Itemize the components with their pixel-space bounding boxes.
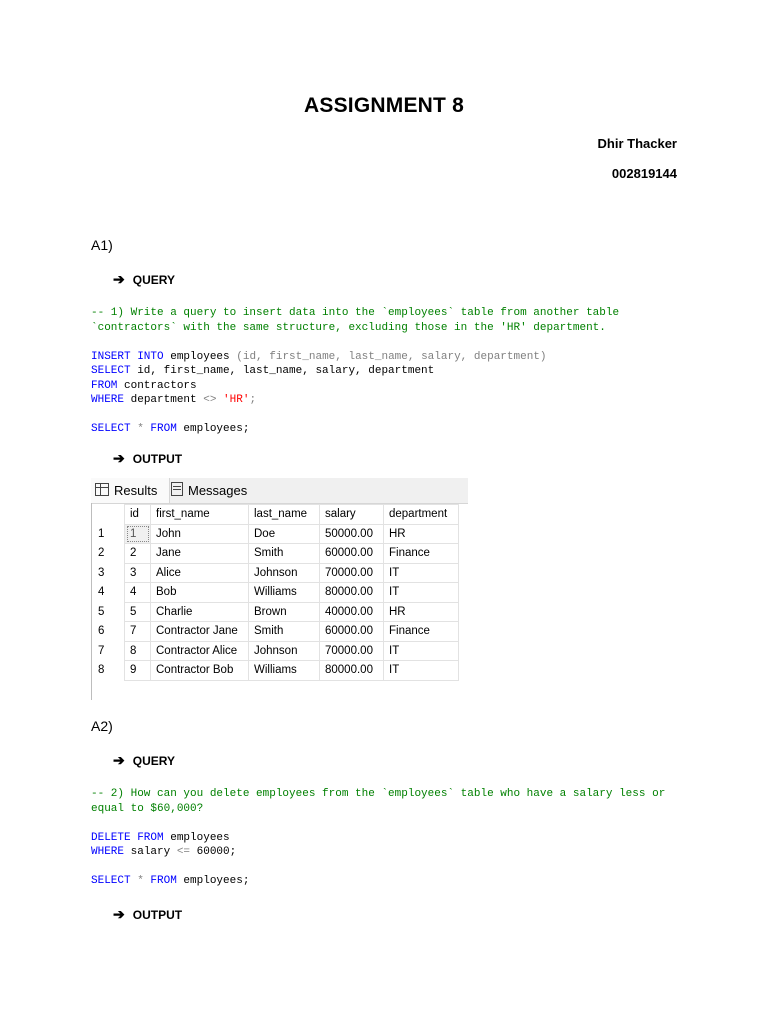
code-operator: * [130, 875, 151, 887]
tab-messages[interactable] [167, 478, 259, 503]
table-row [92, 544, 459, 564]
cell-id[interactable]: 2 [125, 544, 151, 564]
row-number[interactable]: 2 [98, 547, 105, 560]
table-row [92, 563, 459, 583]
code-operator: <= [176, 846, 191, 858]
cell-salary[interactable]: 70000.00 [320, 641, 384, 661]
code-keyword: FROM [91, 379, 118, 392]
cell-id[interactable]: 5 [125, 602, 151, 622]
code-keyword: SELECT [91, 423, 131, 435]
cell-id[interactable]: 8 [125, 641, 151, 661]
row-number[interactable]: 5 [98, 605, 105, 618]
cell-id[interactable]: 1 [125, 524, 151, 544]
code-text: department [124, 394, 204, 406]
code-keyword: FROM [150, 875, 177, 887]
cell-salary[interactable]: 60000.00 [320, 544, 384, 564]
output-heading-text: OUTPUT [132, 452, 183, 466]
row-number[interactable]: 4 [98, 586, 105, 599]
code-block-a2 [91, 787, 665, 889]
cell-id[interactable]: 4 [125, 583, 151, 603]
code-text: id, first_name, last_name, salary, department [130, 365, 435, 377]
column-header-department[interactable]: department [384, 505, 459, 525]
code-text: (id, first_name, last_name, salary, department) [236, 350, 547, 363]
cell-first-name[interactable]: Bob [151, 583, 249, 603]
cell-first-name[interactable]: Contractor Jane [151, 622, 249, 642]
section-label-a1: A1) [91, 237, 113, 253]
query-heading-text: QUERY [132, 273, 175, 287]
code-keyword: WHERE [91, 846, 125, 858]
code-string: 'HR' [223, 394, 250, 406]
cell-last-name[interactable]: Smith [249, 622, 320, 642]
table-row [92, 641, 459, 661]
cell-id[interactable]: 7 [125, 622, 151, 642]
grid-icon [95, 483, 109, 496]
column-header-last-name[interactable]: last_name [249, 505, 320, 525]
section-label-a2: A2) [91, 718, 113, 734]
column-header-first-name[interactable]: first_name [151, 505, 249, 525]
cell-salary[interactable]: 40000.00 [320, 602, 384, 622]
results-panel [91, 478, 468, 700]
arrow-right-icon: ➔ [113, 271, 125, 287]
query-heading-a1 [113, 271, 175, 288]
code-keyword: SELECT [91, 875, 131, 887]
output-heading-a1 [113, 450, 182, 467]
code-keyword: DELETE FROM [91, 831, 164, 844]
code-comment: -- 1) Write a query to insert data into the `employees` table from another table [91, 307, 620, 319]
cell-department[interactable]: IT [384, 583, 459, 603]
table-row [92, 524, 459, 544]
cell-salary[interactable]: 80000.00 [320, 661, 384, 681]
cell-department[interactable]: Finance [384, 544, 459, 564]
code-text: contractors [117, 379, 197, 392]
row-number[interactable]: 1 [98, 527, 105, 540]
tab-results-label: Results [114, 483, 158, 498]
messages-icon [171, 482, 183, 496]
author-name: Dhir Thacker [597, 136, 677, 151]
cell-department[interactable]: HR [384, 524, 459, 544]
cell-first-name[interactable]: Jane [151, 544, 249, 564]
output-heading-text: OUTPUT [132, 908, 183, 922]
row-number[interactable]: 7 [98, 644, 105, 657]
cell-department[interactable]: IT [384, 641, 459, 661]
tab-messages-label: Messages [188, 483, 248, 498]
code-keyword: INSERT INTO [91, 350, 164, 363]
results-grid [92, 504, 459, 681]
code-operator: <> [203, 394, 217, 406]
cell-first-name[interactable]: John [151, 524, 249, 544]
code-comment: equal to $60,000? [91, 802, 204, 815]
code-text: employees; [176, 423, 250, 435]
cell-id[interactable]: 9 [125, 661, 151, 681]
table-row [92, 602, 459, 622]
cell-salary[interactable]: 60000.00 [320, 622, 384, 642]
code-operator: ; [249, 394, 257, 406]
code-text: employees [163, 350, 237, 363]
cell-salary[interactable]: 70000.00 [320, 563, 384, 583]
arrow-right-icon: ➔ [113, 906, 125, 922]
cell-last-name[interactable]: Williams [249, 661, 320, 681]
cell-department[interactable]: IT [384, 563, 459, 583]
query-heading-a2 [113, 752, 175, 769]
cell-last-name[interactable]: Doe [249, 524, 320, 544]
code-comment: -- 2) How can you delete employees from the `employees` table who have a salary less or [91, 788, 666, 800]
output-heading-a2 [113, 906, 182, 923]
cell-department[interactable]: IT [384, 661, 459, 681]
table-row [92, 622, 459, 642]
cell-salary[interactable]: 80000.00 [320, 583, 384, 603]
cell-department[interactable]: Finance [384, 622, 459, 642]
cell-id[interactable]: 3 [125, 563, 151, 583]
row-number-header [92, 505, 125, 525]
cell-last-name[interactable]: Johnson [249, 563, 320, 583]
code-text: 60000; [190, 846, 237, 858]
code-text: employees; [176, 875, 250, 887]
cell-first-name[interactable]: Contractor Alice [151, 641, 249, 661]
cell-last-name[interactable]: Smith [249, 544, 320, 564]
cell-department[interactable]: HR [384, 602, 459, 622]
column-header-salary[interactable]: salary [320, 505, 384, 525]
tab-results[interactable] [91, 478, 170, 503]
code-text: salary [124, 846, 177, 858]
code-keyword: WHERE [91, 394, 125, 406]
row-number[interactable]: 8 [98, 664, 105, 677]
cell-last-name[interactable]: Brown [249, 602, 320, 622]
cell-last-name[interactable]: Johnson [249, 641, 320, 661]
arrow-right-icon: ➔ [113, 752, 125, 768]
cell-salary[interactable]: 50000.00 [320, 524, 384, 544]
table-row [92, 583, 459, 603]
student-id: 002819144 [611, 166, 677, 181]
code-text: employees [163, 831, 230, 844]
grid-header-row [92, 505, 459, 525]
cell-last-name[interactable]: Williams [249, 583, 320, 603]
code-keyword: FROM [150, 423, 177, 435]
code-block-a1 [91, 306, 619, 437]
arrow-right-icon: ➔ [113, 450, 125, 466]
results-tab-bar [91, 478, 468, 504]
code-keyword: SELECT [91, 365, 131, 377]
column-header-id[interactable]: id [125, 505, 151, 525]
row-number[interactable]: 6 [98, 625, 105, 638]
query-heading-text: QUERY [132, 754, 175, 768]
code-operator: * [130, 423, 151, 435]
cell-first-name[interactable]: Charlie [151, 602, 249, 622]
code-comment: `contractors` with the same structure, excluding those in the 'HR' department. [91, 321, 606, 334]
cell-first-name[interactable]: Alice [151, 563, 249, 583]
row-number[interactable]: 3 [98, 566, 105, 579]
document-title: ASSIGNMENT 8 [304, 94, 464, 117]
table-row [92, 661, 459, 681]
cell-first-name[interactable]: Contractor Bob [151, 661, 249, 681]
